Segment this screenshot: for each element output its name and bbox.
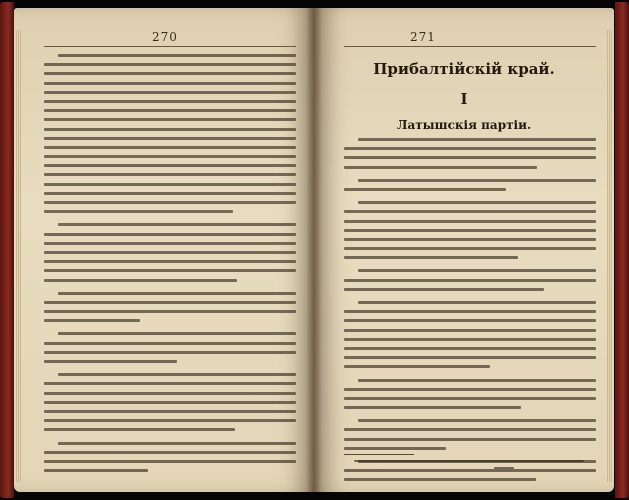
book-cover-right-edge [615, 2, 629, 498]
text-line [44, 155, 296, 158]
text-line [44, 100, 296, 103]
right-page-text [344, 138, 596, 488]
text-line [344, 188, 506, 191]
text-line [58, 54, 296, 57]
section-numeral: I [460, 90, 468, 108]
text-line [344, 210, 596, 213]
text-line [44, 428, 235, 431]
text-line [44, 146, 296, 149]
text-line [58, 373, 296, 376]
text-line [344, 347, 596, 350]
text-line [44, 469, 148, 472]
text-line [44, 279, 237, 282]
right-page [314, 8, 614, 492]
text-line [44, 392, 296, 395]
text-line [344, 220, 596, 223]
left-page-number: 270 [152, 30, 178, 44]
text-line [58, 292, 296, 295]
text-line [44, 164, 296, 167]
text-line [44, 451, 296, 454]
text-line [58, 223, 296, 226]
right-page-number: 271 [410, 30, 436, 44]
left-page-edges [16, 30, 21, 482]
text-line [344, 447, 446, 450]
text-line [44, 360, 177, 363]
text-line [44, 351, 296, 354]
footnote-text [344, 460, 596, 474]
text-line [344, 406, 521, 409]
text-line [44, 173, 296, 176]
left-page [14, 8, 314, 492]
text-line [44, 310, 296, 313]
left-page-text [44, 54, 296, 478]
text-line [344, 428, 596, 431]
text-line [44, 192, 296, 195]
section-subtitle: Латышскія партіи. [396, 118, 532, 132]
text-line [58, 332, 296, 335]
text-line [358, 138, 596, 141]
text-line [44, 301, 296, 304]
text-line [344, 365, 490, 368]
text-line [44, 63, 296, 66]
text-line [44, 410, 296, 413]
text-line [44, 210, 233, 213]
text-line [44, 251, 296, 254]
text-line [344, 247, 596, 250]
text-line [44, 109, 296, 112]
text-line [344, 397, 596, 400]
text-line [44, 233, 296, 236]
text-line [44, 82, 296, 85]
text-line [344, 279, 596, 282]
text-line [44, 460, 296, 463]
footnote-line [494, 467, 514, 469]
text-line [44, 183, 296, 186]
text-line [344, 438, 596, 441]
text-line [44, 342, 296, 345]
footnote-line [354, 460, 584, 462]
text-line [44, 401, 296, 404]
text-line [358, 301, 596, 304]
text-line [44, 118, 296, 121]
text-line [344, 310, 596, 313]
text-line [344, 288, 544, 291]
text-line [44, 319, 140, 322]
text-line [344, 238, 596, 241]
text-line [344, 229, 596, 232]
text-line [44, 269, 296, 272]
text-line [44, 91, 296, 94]
text-line [44, 137, 296, 140]
text-line [344, 147, 596, 150]
text-line [358, 201, 596, 204]
footnote-rule [344, 454, 414, 455]
text-line [344, 166, 537, 169]
text-line [358, 379, 596, 382]
book-cover-left-edge [0, 2, 14, 498]
text-line [344, 256, 518, 259]
text-line [344, 338, 596, 341]
text-line [44, 201, 296, 204]
text-line [44, 72, 296, 75]
text-line [358, 419, 596, 422]
text-line [44, 260, 296, 263]
text-line [358, 269, 596, 272]
text-line [44, 382, 296, 385]
text-line [358, 179, 596, 182]
section-title: Прибалтійскій край. [373, 60, 555, 78]
text-line [344, 388, 596, 391]
text-line [58, 442, 296, 445]
text-line [44, 419, 296, 422]
text-line [344, 356, 596, 359]
left-header-rule [44, 46, 296, 47]
right-header-rule [344, 46, 596, 47]
text-line [344, 478, 536, 481]
text-line [344, 329, 596, 332]
text-line [344, 319, 596, 322]
text-line [44, 128, 296, 131]
text-line [344, 156, 596, 159]
text-line [44, 242, 296, 245]
